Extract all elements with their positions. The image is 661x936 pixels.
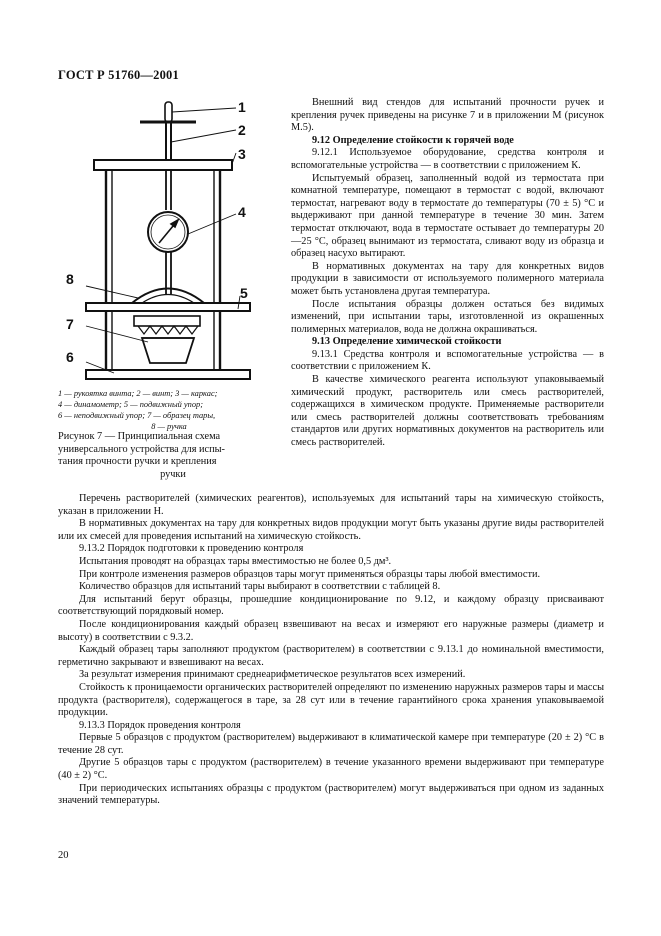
paragraph: После испытания образцы должен остаться без видимых изменений, при испытании тары, изготовленной из окрашенных полимерных материалов, вода не должна окрашиваться.: [291, 298, 604, 335]
figure-caption: [58, 431, 288, 481]
figure-legend: [58, 388, 280, 432]
paragraph: Другие 5 образцов тары с продуктом (растворителем) в течение указанного времени выдерживают при температуре (40 ± 2) °С.: [58, 757, 604, 782]
document-header: ГОСТ Р 51760—2001: [58, 68, 179, 82]
paragraph: В нормативных документах на тару для конкретных видов продукции могут быть указаны другие виды растворителей или их смесей для проведения испытаний на химическую стойкость.: [58, 518, 604, 542]
paragraph: 9.13.1 Средства контроля и вспомогательные устройства — в соответствии с приложением К.: [291, 348, 604, 373]
paragraph: В качестве химического реагента используют упаковываемый химический продукт, растворитель или смесь растворителей, содержащихся в химическом продукте. Применяемые растворители или смесь растворителей должны соответствовать требованиям стандартов или других нормативных документов на растворитель или смесь растворителей.: [291, 374, 604, 449]
container-handle: [132, 289, 204, 304]
caption-line: Рисунок 7 — Принципиальная схема: [58, 431, 221, 442]
paragraph: При периодических испытаниях образцы с продуктом (растворителем) могут выдерживаться при одном из заданных значений температуры.: [58, 782, 604, 807]
paragraph: 9.13.3 Порядок проведения контроля: [79, 719, 241, 731]
paragraph: Испытуемый образец, заполненный водой из термостата при комнатной температуре, помещают в термостат с водой, включают термостат, нагревают воду в термостате до температуры (70 ± 5) °С и выдерживают при данной температуре в течение 30 мин. Затем термостат отключают, вода в термостате остывает до температуры 20—25 °С, образец вынимают из термостата, сливают воду из образца и образец насухо вытирают.: [291, 172, 604, 260]
callout-1: 1: [238, 99, 246, 115]
paragraph: Количество образцов для испытаний тары выбирают в соответствии с таблицей 8.: [79, 581, 441, 593]
paragraph: Для испытаний берут образцы, прошедшие кондиционирование по 9.12, и каждому образцу присваивают соответствующий порядковый номер.: [58, 593, 604, 618]
caption-line: тания прочности ручки и крепления: [58, 456, 217, 468]
paragraph: 9.12.1 Используемое оборудование, средства контроля и вспомогательные устройства — в соответствии с приложением К.: [291, 147, 604, 171]
callout-6: 6: [66, 349, 74, 365]
callout-2: 2: [238, 122, 246, 138]
callout-4: 4: [238, 204, 246, 220]
screw-handle: [165, 102, 172, 122]
paragraph: За результат измерения принимают среднеарифметическое результатов всех измерений.: [79, 669, 466, 681]
page-number: 20: [58, 850, 69, 861]
caption-line: ручки: [160, 468, 186, 480]
callout-7: 7: [66, 316, 74, 332]
paragraph: Внешний вид стендов для испытаний прочности ручек и крепления ручек приведены на рисунке 7 и в приложении М (рисунок М.5).: [291, 97, 604, 134]
paragraph: Каждый образец тары заполняют продуктом (растворителем) в соответствии с 9.13.1 до номинальной вместимости, герметично закрывают и взвешивают на весах.: [58, 644, 604, 668]
paragraph: 9.13.2 Порядок подготовки к проведению контроля: [79, 543, 304, 555]
paragraph: При контроле изменения размеров образцов тары могут применяться образцы тары любой вместимости.: [79, 568, 541, 580]
callout-8: 8: [66, 271, 74, 287]
paragraph: В нормативных документах на тару для конкретных видов продукции в зависимости от используемого полимерного материала может быть установлена другая температура.: [291, 260, 604, 297]
frame-top-beam: [94, 160, 232, 170]
right-column-text: [291, 97, 604, 450]
paragraph: Стойкость к проницаемости органических растворителей определяют по изменению наружных размеров тары и массы продукта (растворителя), содержащегося в таре, за 28 сут или в течение гарантийного срока хранения упаковываемой продукции.: [58, 681, 604, 719]
caption-line: универсального устройства для испы-: [58, 443, 225, 455]
legend-line: 8 — ручка: [151, 422, 187, 431]
paragraph: Перечень растворителей (химических реагентов), используемых для испытаний тары на химическую стойкость, указан в приложении Н.: [58, 493, 604, 517]
paragraph: После кондиционирования каждый образец взвешивают на весах и измеряют его наружные размеры (диаметр и высоту) в соответствии с 9.3.2.: [58, 618, 604, 643]
paragraph: Первые 5 образцов с продуктом (растворителем) выдерживают в климатической камере при температуре (20 ± 2) °С в течение 28 сут.: [58, 732, 604, 756]
callout-3: 3: [238, 146, 246, 162]
figure-7-diagram: [58, 98, 290, 388]
callout-5: 5: [240, 285, 248, 301]
legend-line: 6 — неподвижный упор; 7 — образец тары,: [58, 411, 216, 420]
legend-line: 1 — рукоятка винта; 2 — винт; 3 — каркас;: [58, 389, 218, 398]
full-width-text: [58, 493, 604, 808]
container-sample: [142, 338, 194, 363]
legend-line: 4 — динамометр; 5 — подвижный упор;: [58, 400, 203, 409]
movable-stop: [86, 303, 250, 311]
paragraph: Испытания проводят на образцах тары вместимостью не более 0,5 дм³.: [79, 555, 392, 567]
section-heading-9-12: 9.12 Определение стойкости к горячей воде: [312, 134, 514, 146]
section-heading-9-13: 9.13 Определение химической стойкости: [312, 336, 502, 348]
